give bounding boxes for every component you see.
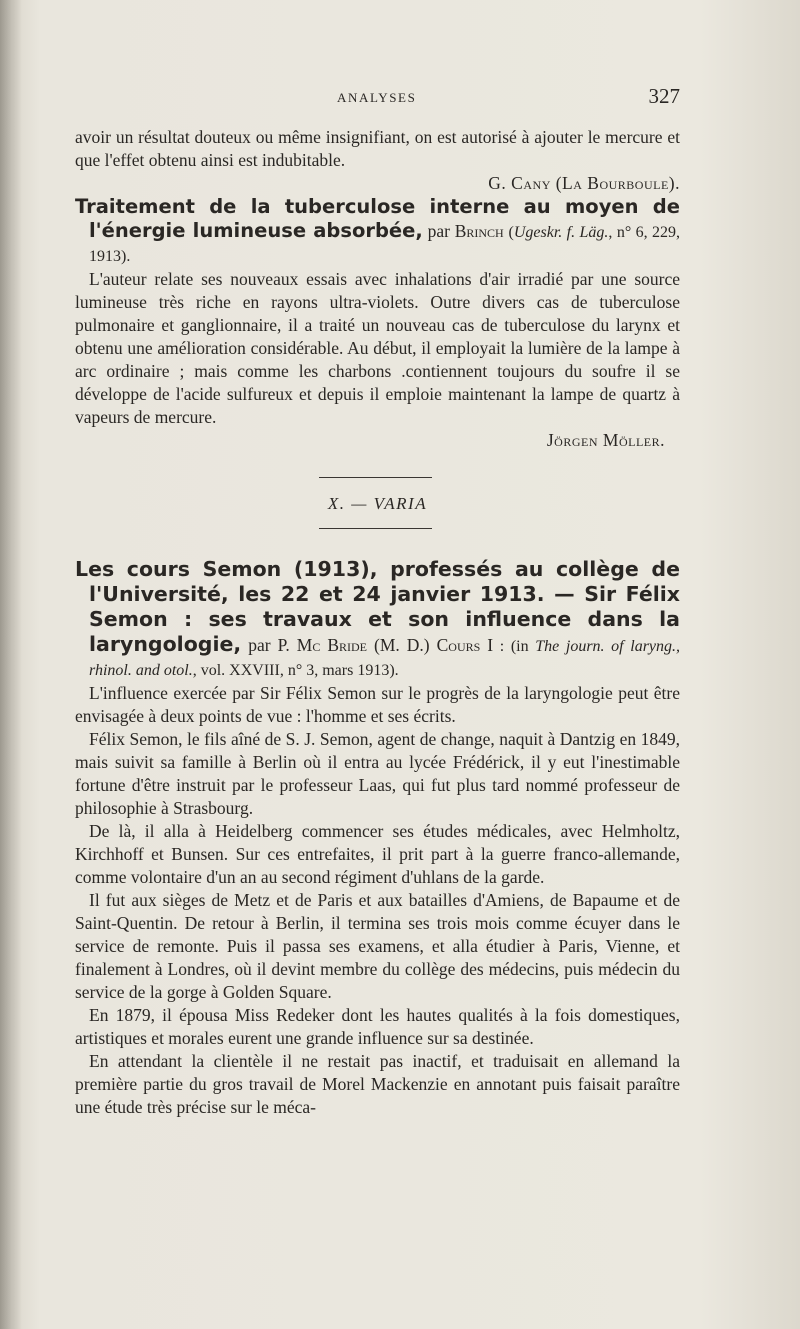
article-2-by: par — [427, 221, 450, 241]
article-3-paragraph: Il fut aux sièges de Metz et de Paris et aux batailles d'Amiens, de Bapaume et de Saint-Quentin. De retour à Berlin, il termina ses trois mois comme écuyer dans le service de remonte. Puis il passa ses examens, et alla étudier à Paris, Vienne, et finalement à Londres, où il devint membre du collège des médecins, puis médecin du service de la gorge à Golden Square. — [75, 890, 680, 1002]
article-3-paragraph: En 1879, il épousa Miss Redeker dont les hautes qualités à la fois domestiques, artistiques et morales eurent une grande influence sur sa destinée. — [75, 1005, 680, 1048]
article-3-paragraph: De là, il alla à Heidelberg commencer ses études médicales, avec Helmholtz, Kirchhoff et Bunsen. Sur ces entrefaites, il prit part à la guerre franco-allemande, comme volontaire d'un an au second régiment d'uhlans de la garde. — [75, 821, 680, 887]
article-2-author: Brinch — [454, 221, 504, 241]
article-1-signature: G. Cany (La Bourboule). — [488, 173, 680, 193]
article-3-by: par — [248, 635, 271, 655]
section-rule-top — [319, 477, 432, 478]
article-3-ref-open: : (in — [493, 638, 536, 655]
article-3-paragraph: Félix Semon, le fils aîné de S. J. Semon, agent de change, naquit à Dantzig en 1849, mais suivit sa famille à Berlin où il entra au lycée Frédérick, il y eut l'inestimable fortune d'être instruit par le professeur Laas, qui fut plus tard nommé professeur de philosophie à Strasbourg. — [75, 729, 680, 818]
page-number: 327 — [648, 84, 680, 108]
article-2-ref-open: ( — [508, 224, 514, 241]
book-spine-shadow — [0, 0, 22, 1329]
article-2-ref-rest: , n° 6, 229, 1913). — [89, 224, 681, 265]
article-1-tail-text: avoir un résultat douteux ou même insignifiant, on est autorisé à ajouter le mercure et que l'effet obtenu ainsi est indubitable. — [75, 127, 680, 170]
article-2-title: Traitement de la tuberculose interne au moyen de l'énergie lumineuse absorbée, — [75, 195, 680, 242]
article-3-title: Les cours Semon (1913), professés au collège de l'Université, les 22 et 24 janvier 1913. — Sir Félix Semon : ses travaux et son influence dans la laryngologie, — [75, 557, 680, 656]
article-2-signature: Jörgen Möller. — [546, 430, 665, 450]
article-3-journal: The journ. of laryng., rhinol. and otol. — [89, 638, 681, 679]
running-head: ANALYSES — [337, 90, 417, 105]
article-2-body: L'auteur relate ses nouveaux essais avec inhalations d'air irradié par une source lumineuse très riche en rayons ultra-violets. Outre divers cas de tuberculose pulmonaire et ganglionnaire, il a traité un nouveau cas de tuberculose du larynx et obtenu une amélioration considérable. Au début, il employait la lumière de la lampe à arc ordinaire ; mais comme les charbons .contiennent toujours du soufre il se développe de l'acide sulfureux et depuis il emploie maintenant la lampe de quartz à vapeurs de mercure. — [75, 269, 680, 427]
article-2-journal: Ugeskr. f. Läg. — [513, 224, 609, 241]
article-3-paragraph: En attendant la clientèle il ne restait pas inactif, et traduisait en allemand la première partie du gros travail de Morel Mackenzie en annotant puis faisait paraître une étude très précise sur le méca- — [75, 1051, 680, 1117]
page-body — [75, 126, 680, 1119]
page-header — [75, 84, 680, 114]
article-2-heading — [75, 195, 680, 268]
article-3-heading — [75, 557, 680, 682]
section-title: X. — VARIA — [327, 494, 428, 513]
article-3-author: P. Mc Bride (M. D.) Cours I — [277, 635, 494, 655]
article-3-ref-rest: , vol. XXVIII, n° 3, mars 1913). — [192, 662, 399, 679]
article-3-paragraph: L'influence exercée par Sir Félix Semon sur le progrès de la laryngologie peut être envisagée à deux points de vue : l'homme et ses écrits. — [75, 683, 680, 726]
